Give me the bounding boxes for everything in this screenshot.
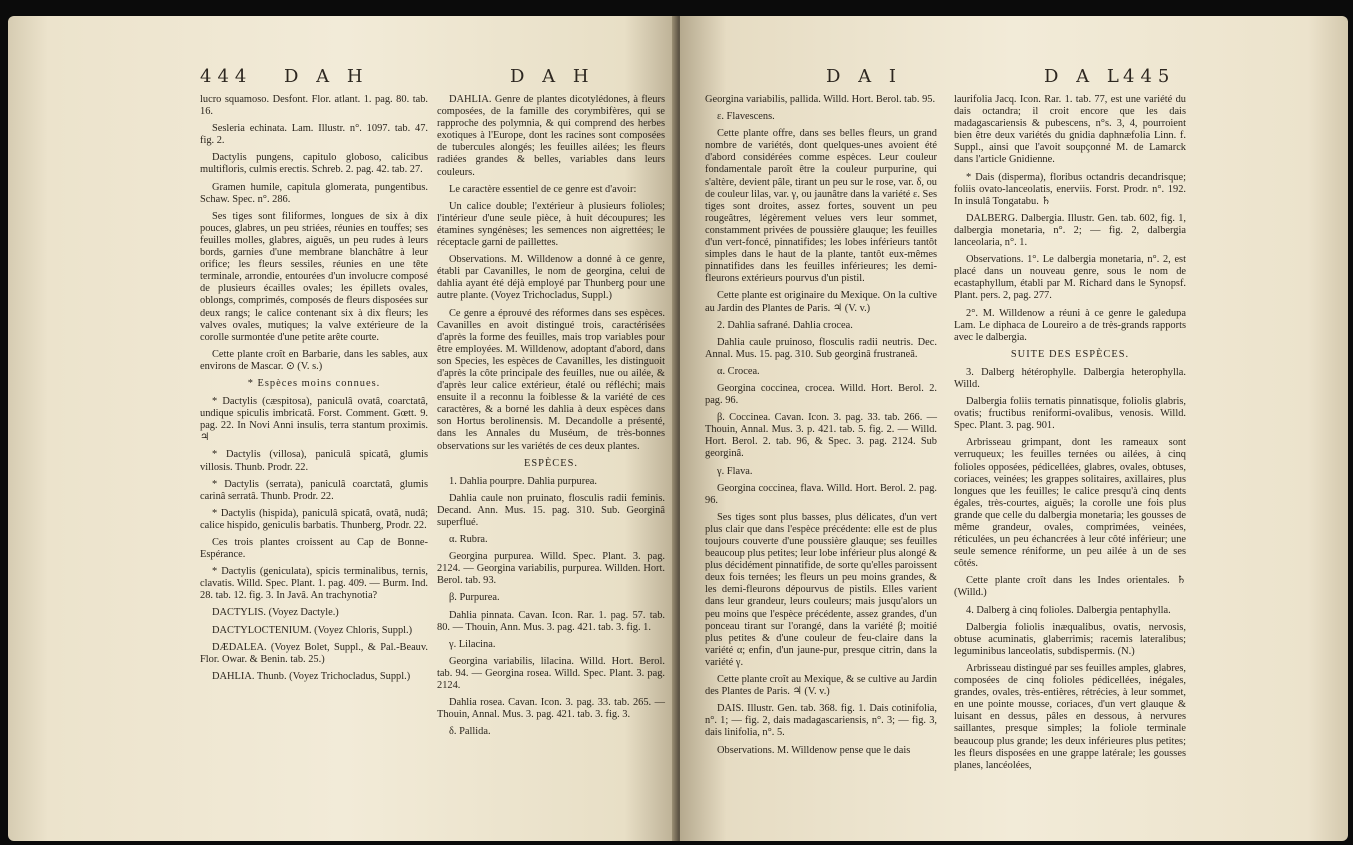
paragraph: Arbrisseau grimpant, dont les rameaux sont verruqueux; les feuilles ternées ou ailées, à cinq folioles opposées, pédicellées, glabres, ovales, obtuses, coriaces, veinées; les grappes solitaires, axillaires, plus longues que les feuilles; le calice presqu'à cinq dents égales, très-courtes, aiguës; la corolle une fois plus grande que celle du dalbergia monetaria; les gousses de même grandeur, ovales, comprimées, veinées, réticulées, un peu échancrées à leur côté inférieur; une seule semence réniforme, un peu ailée à un de ses côtés. xyxy=(954,437,1186,570)
left-column-2 xyxy=(437,94,665,743)
right-running-head-2: D A L xyxy=(1044,66,1125,87)
paragraph: 4. Dalberg à cinq folioles. Dalbergia pentaphylla. xyxy=(966,604,1171,616)
paragraph: Ce genre a éprouvé des réformes dans ses espèces. Cavanilles en avoit distingué trois, caractérisées d'après la forme des feuilles, mais trop variables pour être employées. M. Willdenow, adoptant d'abord, dans son Species, les espèces de Cavanilles, les distinguoit d'après la côte principale des feuilles, nue ou ailée, & d'après leur calice extérieur, étalé ou réfléchi; mais ensuite il a reconnu la foiblesse & la variété de ces caractères, & a borné les dahlia à deux espèces dans son Hortus berolinensis. M. Decandolle a présenté, dans les Annales du Muséum, de très-bonnes observations sur les variétés de ces deux plantes. xyxy=(437,307,665,452)
section-heading: SUITE DES ESPÈCES. xyxy=(1010,348,1130,360)
paragraph: Sesleria echinata. Lam. Illustr. n°. 1097. tab. 47. fig. 2. xyxy=(200,123,428,147)
paragraph: Dalbergia foliolis inæqualibus, ovatis, nervosis, obtuse acuminatis, glaberrimis; racemis lateralibus; leguminibus lanceolatis, subdispermis. (N.) xyxy=(954,621,1186,657)
left-running-head-1: D A H xyxy=(284,66,369,87)
paragraph: δ. Pallida. xyxy=(449,726,491,738)
paragraph: laurifolia Jacq. Icon. Rar. 1. tab. 77, est une variété du dais octandra; il croit encore que les dais madagascariensis & pubescens, n°s. 3, 4, pourroient bien être deux variétés du gnidia daphnæfolia Linn. f. Suppl., ainsi que l'avoit soupçonné M. de Lamarck dans l'article Gnidienne. xyxy=(954,94,1186,166)
paragraph: β. Purpurea. xyxy=(449,592,500,604)
paragraph: Observations. M. Willdenow pense que le dais xyxy=(717,744,911,756)
paragraph: Le caractère essentiel de ce genre est d'avoir: xyxy=(449,183,637,195)
right-column-1 xyxy=(705,94,937,762)
paragraph: Cette plante croît en Barbarie, dans les sables, aux environs de Mascar. ⊙ (V. s.) xyxy=(200,348,428,372)
paragraph: lucro squamoso. Desfont. Flor. atlant. 1. pag. 80. tab. 16. xyxy=(200,94,428,118)
left-running-head-2: D A H xyxy=(510,66,595,87)
paragraph: Cette plante est originaire du Mexique. On la cultive au Jardin des Plantes de Paris. ♃ (V. v.) xyxy=(705,290,937,314)
paragraph: Cette plante croît dans les Indes orientales. ♄ (Willd.) xyxy=(954,575,1186,599)
paragraph: Georgina coccinea, crocea. Willd. Hort. Berol. 2. pag. 96. xyxy=(705,382,937,407)
section-heading: ESPÈCES. xyxy=(524,457,578,469)
paragraph: * Dactylis (serrata), paniculâ coarctatâ, glumis carinâ serratâ. Thunb. Prodr. 22. xyxy=(200,478,428,502)
paragraph: * Dactylis (cæspitosa), paniculâ ovatâ, coarctatâ, undique spiculis imbricatâ. Forst. Comment. Gœtt. 9. pag. 22. In Novi Anni insulis, terra stantum proximis. ♃ xyxy=(200,396,428,444)
paragraph: * Dactylis (hispida), paniculâ spicatâ, ovatâ, nudâ; calice hispido, geniculis barbatis. Thunberg, Prodr. 22. xyxy=(200,507,428,531)
paragraph: * Dais (disperma), floribus octandris decandrisque; foliis ovato-lanceolatis, enerviis. Forst. Prodr. n°. 192. In insulâ Tongatabu. ♄ xyxy=(954,171,1186,207)
paragraph: Dahlia caule non pruinato, flosculis radii feminis. Decand. Ann. Mus. 15. pag. 310. Sub. Georginâ superflué. xyxy=(437,492,665,528)
paragraph: α. Crocea. xyxy=(717,365,760,377)
paragraph: Georgina purpurea. Willd. Spec. Plant. 3. pag. 2124. — Georgina variabilis, purpurea. Willden. Hort. Berol. tab. 93. xyxy=(437,551,665,587)
paragraph: Georgina variabilis, pallida. Willd. Hort. Berol. tab. 95. xyxy=(705,94,936,105)
paragraph: DAHLIA. Thunb. (Voyez Trichocladus, Suppl.) xyxy=(212,670,411,682)
paragraph: γ. Flava. xyxy=(717,465,753,477)
paragraph: DAIS. Illustr. Gen. tab. 368. fig. 1. Dais cotinifolia, n°. 1; — fig. 2, dais madagascariensis, n°. 3; — fig. 3, dais linifolia, n°. 5. xyxy=(705,703,937,739)
paragraph: DALBERG. Dalbergia. Illustr. Gen. tab. 602, fig. 1, dalbergia monetaria, n°. 2; — fig. 2, dalbergia lanceolaria, n°. 1. xyxy=(954,212,1186,249)
paragraph: Cette plante offre, dans ses belles fleurs, un grand nombre de variétés, dont quelques-unes avoient été d'abord considérées comme espèces. Leur couleur fondamentale paroît être la couleur purpurine, qui s'altère, devient pâle, tirant un peu sur le rose, var. δ, ou de couleur lilas, var. γ, ou jaunâtre dans la variété ε. Ses tiges sont droites, assez fortes, souvent un peu rougeâtres, légèrement velues vers leur sommet, constamment privées de poussière glauque; les feuilles d'un vert-foncé, pinnatifides; les lobes inférieurs tantôt simples dans le haut de la plante, tantôt eux-mêmes pinnatifides dans les feuilles inférieures; les demi-fleurons extérieurs pourvus d'un pistil. xyxy=(705,128,937,285)
right-page-number: 445 xyxy=(1123,66,1176,87)
paragraph: 3. Dalberg hétérophylle. Dalbergia heterophylla. Willd. xyxy=(954,366,1186,390)
paragraph: DAHLIA. Genre de plantes dicotylédones, à fleurs composées, de la famille des corymbifères, qui se rapproche des polymnia, & qui comprend des herbes exotiques à l'Europe, dont les racines sont composées de tubercules alongés; les feuilles ailées; les fleurs radiées grandes & belles, variables dans leurs couleurs. xyxy=(437,94,665,178)
paragraph: Arbrisseau distingué par ses feuilles amples, glabres, composées de cinq folioles pédicellées, inégales, grandes, ovales, très-entières, rétrécies, à leur sommet, en une pointe mousse, coriaces, d'un vert glauque & luisant en dessus, pâles en dessous, à nervures saillantes, presque simples; la foliole terminale beaucoup plus grande; les deux inférieures plus petites; les fleurs disposées en une grappe latérale; les gousses planes, lancéolées, xyxy=(954,662,1186,771)
paragraph: DÆDALEA. (Voyez Bolet, Suppl., & Pal.-Beauv. Flor. Owar. & Benin. tab. 25.) xyxy=(200,641,428,665)
paragraph: Dahlia caule pruinoso, flosculis radii neutris. Dec. Annal. Mus. 15. pag. 310. Sub georginâ frustraneâ. xyxy=(705,336,937,360)
paragraph: Dactylis pungens, capitulo globoso, calicibus multifloris, culmis erectis. Schreb. 2. pag. 42. tab. 27. xyxy=(200,152,428,176)
paragraph: Georgina coccinea, flava. Willd. Hort. Berol. 2. pag. 96. xyxy=(705,482,937,506)
left-page xyxy=(8,16,678,841)
book-spread xyxy=(8,16,1348,841)
paragraph: Dalbergia foliis ternatis pinnatisque, foliolis glabris, ovatis; fructibus reniformi-ovalibus, venosis. Willd. Spec. Plant. 3. pag. 901. xyxy=(954,396,1186,432)
paragraph: ε. Flavescens. xyxy=(717,111,775,123)
paragraph: Un calice double; l'extérieur à plusieurs folioles; l'intérieur d'une seule pièce, à huit découpures; les étamines syngénèses; les semences non aigrettées; le réceptacle garni de paillettes. xyxy=(437,200,665,249)
paragraph: * Dactylis (villosa), paniculâ spicatâ, glumis villosis. Thunb. Prodr. 22. xyxy=(200,449,428,473)
paragraph: Cette plante croît au Mexique, & se cultive au Jardin des Plantes de Paris. ♃ (V. v.) xyxy=(705,674,937,698)
paragraph: 2. Dahlia safrané. Dahlia crocea. xyxy=(717,319,853,331)
paragraph: β. Coccinea. Cavan. Icon. 3. pag. 33. tab. 266. — Thouin, Annal. Mus. 3. p. 421. tab. 5. fig. 2. — Willd. Hort. Berol. 2. tab. 96, & Spec. 3. pag. 2124. Sub georginâ. xyxy=(705,412,937,460)
paragraph: Ces trois plantes croissent au Cap de Bonne-Espérance. xyxy=(200,537,428,561)
paragraph: Observations. 1°. Le dalbergia monetaria, n°. 2, est placé dans un nouveau genre, sous le nom de ecastaphyllum, établi par M. Richard dans le Synopsf. Plant. pers. 2, pag. 277. xyxy=(954,254,1186,302)
paragraph: α. Rubra. xyxy=(449,534,488,546)
right-column-2 xyxy=(954,94,1186,777)
paragraph: DACTYLIS. (Voyez Dactyle.) xyxy=(212,607,339,619)
right-page xyxy=(680,16,1348,841)
left-column-1 xyxy=(200,94,428,688)
paragraph: Dahlia rosea. Cavan. Icon. 3. pag. 33. tab. 265. — Thouin, Annal. Mus. 3. pag. 421. tab. 3. fig. 3. xyxy=(437,697,665,721)
paragraph: * Dactylis (geniculata), spicis terminalibus, ternis, clavatis. Willd. Spec. Plant. 1. pag. 409. — Burm. Ind. 28. tab. 12. fig. 3. In Javâ. An trachynotia? xyxy=(200,566,428,602)
right-running-head-1: D A I xyxy=(826,66,902,87)
paragraph: Georgina variabilis, lilacina. Willd. Hort. Berol. tab. 94. — Georgina rosea. Willd. Spec. Plant. 3. pag. 2124. xyxy=(437,655,665,692)
paragraph: 2°. M. Willdenow a réuni à ce genre le galedupa Lam. Le diphaca de Loureiro a de très-grands rapports avec le dalbergia. xyxy=(954,307,1186,343)
paragraph: Ses tiges sont filiformes, longues de six à dix pouces, glabres, un peu striées, réunies en touffes; ses feuilles molles, glabres, aiguës, un peu rudes à leurs bords, garnies d'une membrane blanchâtre à leur orifice; les fleurs sessiles, réunies en une tête terminale, arrondie, entourées d'un involucre composé de plusieurs écailles ovales; les épillets ovales, oblongs, comprimés, composés de fleurs disposées sur deux rangs; le calice contenant six à dix fleurs; les valves ovales, mutiques; la valve extérieure de la corolle surmontée d'une petite arête courte. xyxy=(200,210,428,343)
left-page-number: 444 xyxy=(200,66,253,87)
paragraph: Dahlia pinnata. Cavan. Icon. Rar. 1. pag. 57. tab. 80. — Thouin, Ann. Mus. 3. pag. 421. tab. 3. fig. 1. xyxy=(437,609,665,633)
section-heading: * Espèces moins connues. xyxy=(247,377,381,389)
paragraph: Observations. M. Willdenow a donné à ce genre, établi par Cavanilles, le nom de georgina, celui de dahlia ayant été déjà employé par Thunberg pour une autre plante. (Voyez Trichocladus, Suppl.) xyxy=(437,254,665,302)
paragraph: γ. Lilacina. xyxy=(449,638,496,650)
paragraph: Ses tiges sont plus basses, plus délicates, d'un vert plus clair que dans l'espèce précédente: elle est de plus toujours couverte d'une poussière glauque; ses feuilles beaucoup plus petites; leur lobe inférieur plus alongé & plus décidément pinnatifide, de sorte qu'elles paroissent deux fois ternées; les fleurs un peu moins grandes, & les demi-fleurons dépourvus de pistils. Elles varient dans leur grandeur, leurs couleurs; mais jusqu'alors un peu moins que l'espèce précédente, assez grandes, d'un ponceau tirant sur l'orangé, dans la variété β; moitié plus petites & d'une couleur de feu-claire dans la variété α; enfin, d'un jaune-pur, presque citrin, dans la variété γ. xyxy=(705,511,937,668)
paragraph: 1. Dahlia pourpre. Dahlia purpurea. xyxy=(449,475,598,487)
paragraph: DACTYLOCTENIUM. (Voyez Chloris, Suppl.) xyxy=(212,624,413,636)
paragraph: Gramen humile, capitula glomerata, pungentibus. Schaw. Spec. n°. 286. xyxy=(200,181,428,205)
